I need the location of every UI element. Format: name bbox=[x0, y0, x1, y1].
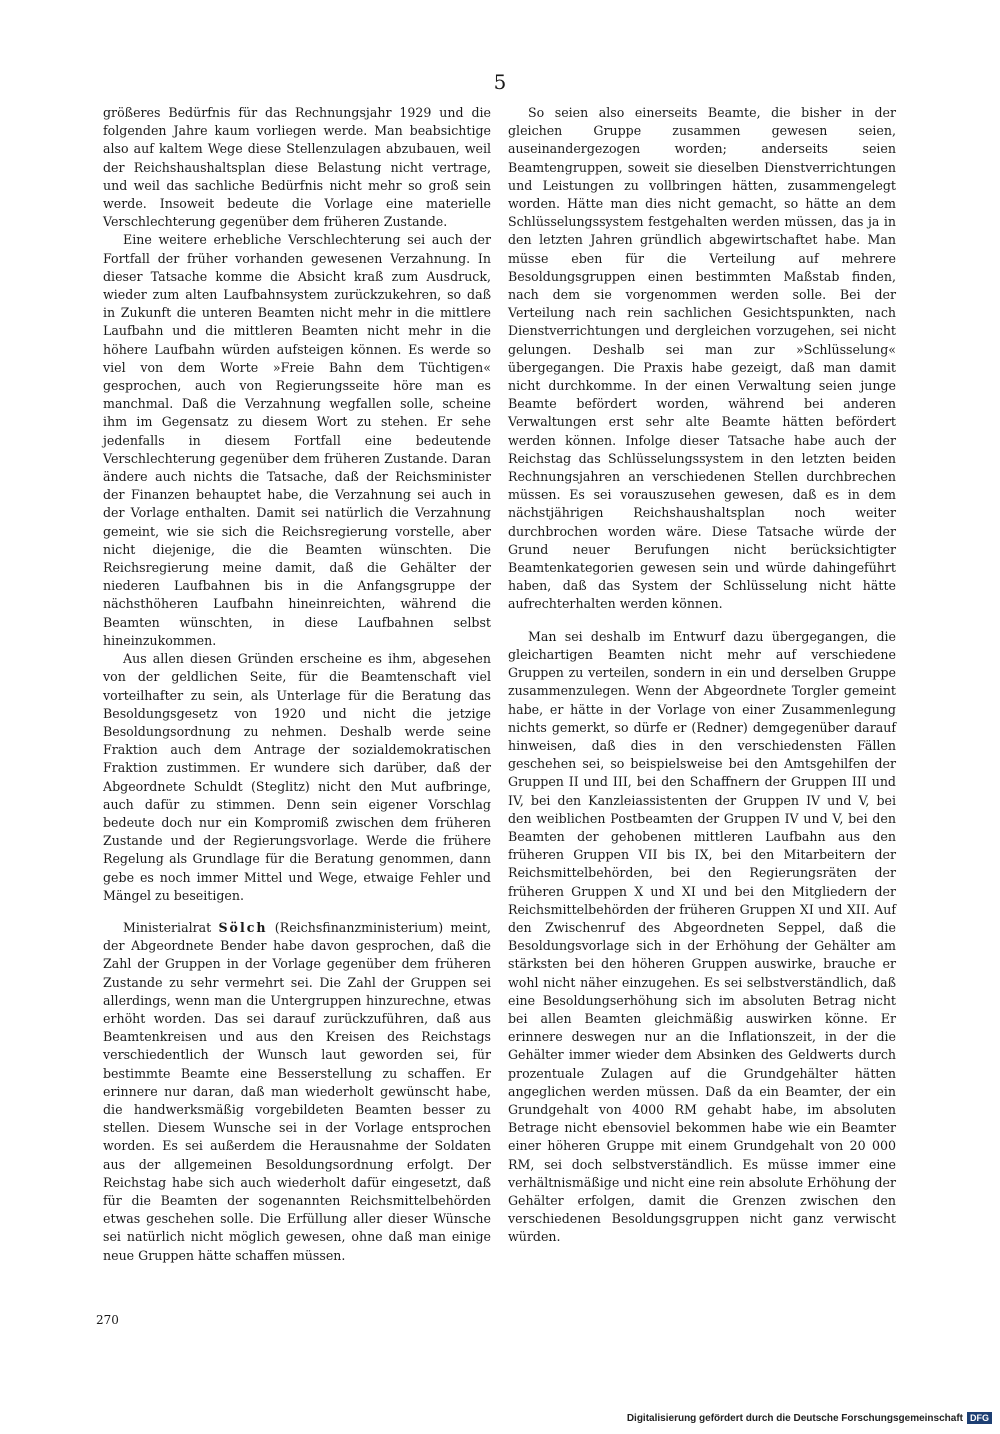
digitization-footer bbox=[627, 1412, 992, 1424]
left-column bbox=[103, 104, 491, 1265]
page-number: 5 bbox=[493, 70, 507, 94]
right-paragraph-2: Man sei deshalb im Entwurf dazu übergegangen, die gleichartigen Beamten nicht mehr auf verschiedene Gruppen zu verteilen, sondern in ein und derselben Gruppe zusammenzulegen. Wenn der Abgeordnete Torgler gemeint habe, er hätte in der Vorlage von einer Zusammenlegung nichts gemerkt, so dürfe er (Redner) demgegenüber darauf hinweisen, daß dies in den verschiedensten Fällen geschehen sei, so beispielsweise bei den Amtsgehilfen der Gruppen II und III, bei den Schaffnern der Gruppen III und IV, bei den Kanzleiassistenten der Gruppen IV und V, bei den weiblichen Postbeamten der Gruppen IV und V, bei den Beamten der gehobenen mittleren Laufbahn aus den früheren Gruppen VII bis IX, bei den Mitarbeitern der Reichsmittelbehörden, bei den Regierungsräten der früheren Gruppen X und XI und bei den Mitgliedern der Reichsmittelbehörden der früheren Gruppen XI und XII. Auf den Zwischenruf des Abgeordneten Seppel, daß die Besoldungsvorlage sich in der Erhöhung der Gehälter am stärksten bei den höheren Gruppen auswirke, brauche er wohl nicht näher einzugehen. Es sei selbstverständlich, daß eine Besoldungserhöhung sich im absoluten Betrag nicht bei allen Beamten gleichmäßig auswirken könne. Er erinnere deswegen nur an die Inflationszeit, in der die Gehälter immer wieder dem Absinken des Geldwerts durch prozentuale Zulagen auf die Grundgehälter hätten angeglichen werden müssen. Daß da ein Beamter, der ein Grundgehalt von 4000 RM gehabt habe, im absoluten Betrage nicht ebensoviel bekommen habe wie ein Beamter einer höheren Gruppe mit einem Grundgehalt von 20 000 RM, sei doch selbstverständlich. Es müsse immer eine verhältnismäßige und nicht eine rein absolute Erhöhung der Gehälter erfolgen, damit die Grenzen zwischen den verschiedenen Besoldungsgruppen nicht ganz verwischt würden. bbox=[508, 628, 896, 1245]
sheet-number: 270 bbox=[96, 1313, 119, 1327]
left-paragraph-2: Eine weitere erhebliche Verschlechterung sei auch der Fortfall der früher vorhanden gewesenen Verzahnung. In dieser Tatsache komme die Absicht kraß zum Ausdruck, wieder zum alten Laufbahnsystem zurückzukehren, so daß in Zukunft die unteren Beamten nicht mehr in die mittlere Laufbahn und die mittleren Beamten nicht mehr in die höhere Laufbahn würden aufsteigen können. Es werde so viel von dem Worte »Freie Bahn dem Tüchtigen« gesprochen, auch von Regierungsseite höre man es manchmal. Daß die Verzahnung wegfallen solle, scheine ihm im Gegensatz zu diesem Wort zu stehen. Er sehe jedenfalls in diesem Fortfall eine bedeutende Verschlechterung gegenüber dem früheren Zustande. Daran ändere auch nichts die Tatsache, daß der Reichsminister der Finanzen behauptet habe, die Verzahnung sei auch in der Vorlage enthalten. Damit sei natürlich die Verzahnung gemeint, wie sie sich die Reichsregierung vorstelle, aber nicht diejenige, die die Beamten wünschten. Die Reichsregierung meine damit, daß die Gehälter der niederen Laufbahnen bis in die Anfangsgruppe der nächsthöheren Laufbahn hineinreichten, während die Beamten wünschten, in diese Laufbahnen selbst hineinzukommen. bbox=[103, 232, 491, 648]
footer-credit: Digitalisierung gefördert durch die Deutsche Forschungsgemeinschaft bbox=[626, 1412, 963, 1424]
left-paragraph-4 bbox=[103, 919, 491, 1265]
dfg-logo: DFG bbox=[967, 1412, 992, 1424]
left-paragraph-3: Aus allen diesen Gründen erscheine es ihm, abgesehen von der geldlichen Seite, für die Beamtenschaft viel vorteilhafter zu sein, als Unterlage für die Beratung das Besoldungsgesetz von 1920 und nicht die jetzige Besoldungsordnung zu nehmen. Deshalb werde seine Fraktion auch dem Antrage der sozialdemokratischen Fraktion zustimmen. Er wundere sich darüber, daß der Abgeordnete Schuldt (Steglitz) nicht den Mut aufbringe, auch dafür zu stimmen. Denn sein eigener Vorschlag bedeute doch nur ein Kompromiß zwischen dem früheren Zustande und der Regierungsvorlage. Werde die frühere Regelung als Grundlage für die Beratung genommen, dann gebe es noch immer Mittel und Wege, etwaige Fehler und Mängel zu beseitigen. bbox=[103, 651, 491, 903]
left-paragraph-1: größeres Bedürfnis für das Rechnungsjahr 1929 und die folgenden Jahre kaum vorliegen werde. Man beabsichtige also auf kaltem Wege diese Stellenzulagen abzubauen, weil der Reichshaushaltsplan diese Belastung nicht vertrage, und weil das sachliche Bedürfnis nicht mehr so groß sein werde. Insoweit bedeute die Vorlage eine materielle Verschlechterung gegenüber dem früheren Zustande. bbox=[103, 105, 491, 230]
paragraph-4-body: (Reichsfinanzministerium) meint, der Abgeordnete Bender habe davon gesprochen, daß die Zahl der Gruppen in der Vorlage gegenüber dem früheren Zustande zu sehr vermehrt sei. Die Zahl der Gruppen sei allerdings, wenn man die Untergruppen hinzurechne, etwas erhöht worden. Das sei darauf zurückzuführen, daß aus Beamtenkreisen und aus den Kreisen des Reichstags verschiedentlich der Wunsch laut geworden sei, für bestimmte Beamte eine Besserstellung zu schaffen. Er erinnere nur daran, daß man wiederholt gewünscht habe, die handwerksmäßig vorgebildeten Beamten besser zu stellen. Diesem Wunsche sei in der Vorlage entsprochen worden. Es sei außerdem die Herausnahme der Soldaten aus der allgemeinen Besoldungsordnung erfolgt. Der Reichstag habe sich auch wiederholt dafür eingesetzt, daß für die Beamten der sogenannten Reichsmittelbehörden etwas geschehen solle. Die Erfüllung aller dieser Wünsche sei natürlich nicht möglich gewesen, ohne daß man einige neue Gruppen hätte schaffen müssen. bbox=[103, 919, 491, 1263]
right-column bbox=[508, 104, 896, 1247]
speaker-name: Sölch bbox=[218, 919, 268, 935]
right-paragraph-1: So seien also einerseits Beamte, die bisher in der gleichen Gruppe zusammen gewesen seien, auseinandergezogen worden; anderseits seien Beamtengruppen, soweit sie dieselben Dienstverrichtungen und Leistungen zu vollbringen hätten, zusammengelegt worden. Hätte man dies nicht gemacht, so hätte an dem Schlüsselungssystem festgehalten werden müssen, das ja in den letzten Jahren gründlich abgewirtschaftet habe. Man müsse eben für die Verteilung auf mehrere Besoldungsgruppen einen bestimmten Maßstab finden, nach dem sie vorgenommen werden solle. Bei der Verteilung nach rein sachlichen Gesichtspunkten, nach Dienstverrichtungen und dergleichen vorzugehen, sei nicht gelungen. Deshalb sei man zur »Schlüsselung« übergegangen. Die Praxis habe gezeigt, daß man damit nicht durchkomme. In der einen Verwaltung seien junge Beamte befördert worden, während bei anderen Verwaltungen erst sehr alte Beamte hätten befördert werden können. Infolge dieser Tatsache habe auch der Reichstag das Schlüsselungssystem in den letzten beiden Rechnungsjahren an verschiedenen Stellen durchbrechen müssen. Es sei vorauszusehen gewesen, daß es in dem nächstjährigen Reichshaushaltsplan noch weiter durchbrochen worden wäre. Diese Tatsache würde der Grund neuer Berufungen nicht berücksichtigter Beamtenkategorien gewesen sein und würde dahingeführt haben, daß das System der Schlüsselung nicht hätte aufrechterhalten werden können. bbox=[508, 105, 896, 612]
paragraph-4-intro: Ministerialrat bbox=[123, 919, 219, 935]
